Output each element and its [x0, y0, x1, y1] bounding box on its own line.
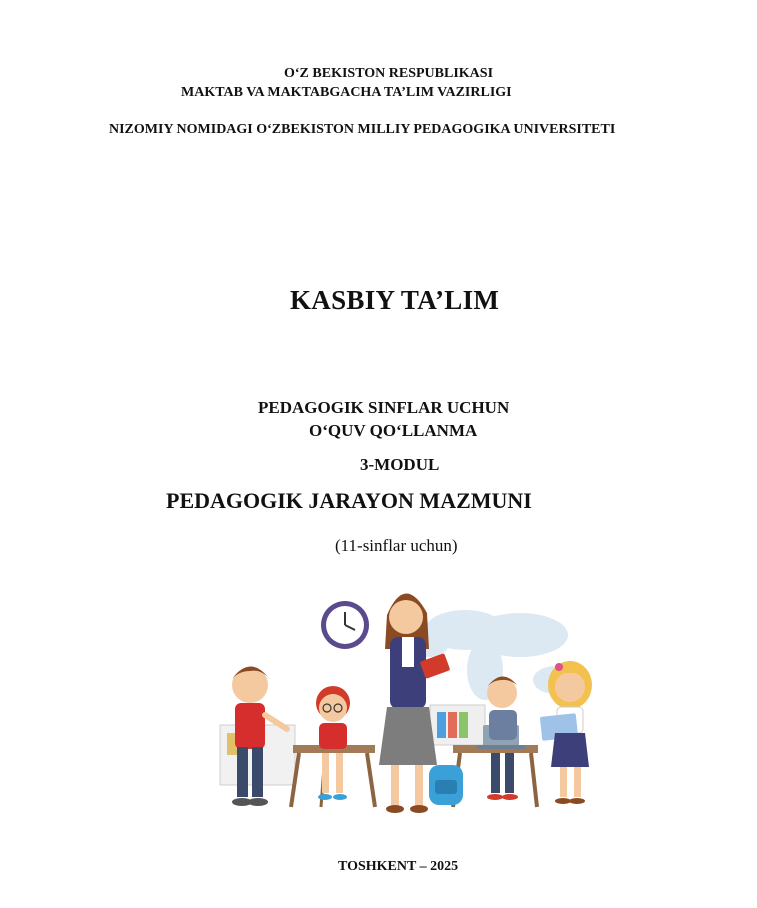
subtitle-line-1: PEDAGOGIK SINFLAR UCHUN — [258, 398, 510, 417]
city-year-footer: TOSHKENT – 2025 — [338, 859, 459, 874]
ministry-name-line: MAKTAB VA MAKTABGACHA TA’LIM VAZIRLIGI — [181, 85, 512, 100]
desk-left-icon — [291, 745, 375, 807]
wall-clock-icon — [321, 601, 369, 649]
classroom-illustration-icon — [215, 575, 600, 825]
backpack-icon — [429, 765, 463, 805]
grade-note: (11-sinflar uchun) — [335, 536, 458, 555]
book-title: KASBIY TA’LIM — [290, 285, 500, 315]
girl-red-hair-icon — [316, 686, 350, 800]
boy-right-icon — [487, 676, 518, 800]
university-name: NIZOMIY NOMIDAGI O‘ZBEKISTON MILLIY PEDAGOGIKA UNIVERSITETI — [109, 122, 616, 137]
module-title: PEDAGOGIK JARAYON MAZMUNI — [166, 488, 532, 513]
ministry-country-line: O‘Z BEKISTON RESPUBLIKASI — [284, 66, 494, 81]
subtitle-line-2: O‘QUV QO‘LLANMA — [309, 421, 478, 440]
module-number: 3-MODUL — [360, 455, 440, 474]
